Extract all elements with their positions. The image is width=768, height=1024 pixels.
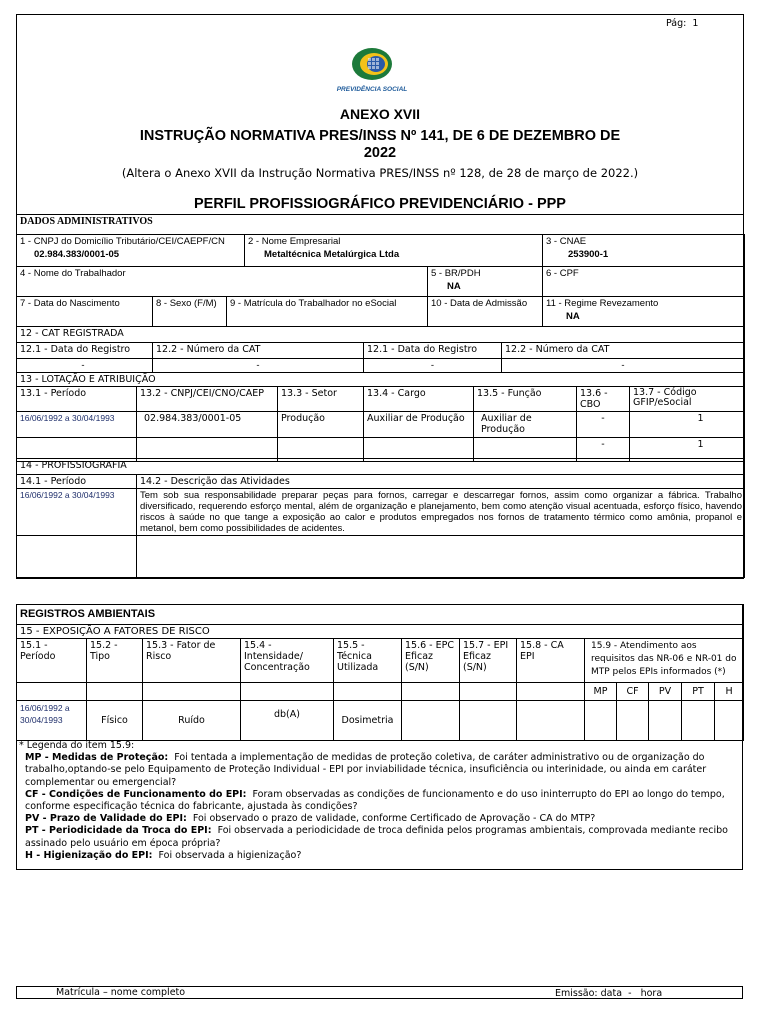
cat-number-header-2: 12.2 - Número da CAT: [502, 343, 745, 359]
admission-date-field: [428, 297, 543, 327]
exposure-sub-mp: MP: [585, 683, 617, 701]
page-label: Pág:: [666, 18, 687, 29]
legend-mp: [19, 752, 741, 789]
lotacao-header-period: 13.1 - Período: [17, 387, 137, 412]
exposure-sub-empty-2: [87, 683, 143, 701]
exposure-sub-empty-5: [334, 683, 402, 701]
exposure-ca-epi: [517, 701, 585, 741]
lotacao-cbo-2: -: [577, 438, 630, 462]
birth-date-label: 7 - Data do Nascimento: [20, 298, 120, 309]
cat-section: [16, 326, 745, 373]
profissiografia-header-description: 14.2 - Descrição das Atividades: [137, 475, 745, 489]
legend-pt-text: Foi observada a periodicidade de troca definida pelos programas ambientais, comprovada mediante recibo assinado pelo usuário em época própria?: [25, 825, 728, 849]
environmental-heading: REGISTROS AMBIENTAIS: [17, 605, 744, 625]
lotacao-position: Auxiliar de Produção: [364, 412, 474, 438]
profissiografia-empty-period: [17, 536, 137, 578]
previdencia-logo: [336, 44, 408, 96]
activity-description: Tem sob sua responsabilidade preparar peças para fornos, carregar e descarregar fornos, assim como organizar a fábrica. Trabalho diversificado, requerendo esforço mental, além de organização e planejamento, bem como atenção visual acentuada, esforço físico, havendo riscos à saúde no que tange a exposição ao calor e produtos empregados nos fornos de tratamento térmico como amônia, propanol e metanol, bem como possibilidades de acidentes.: [137, 489, 745, 536]
lotacao-header-cbo: 13.6 - CBO: [577, 387, 630, 412]
br-pdh-field: [428, 267, 543, 297]
exposure-sub-pt: PT: [682, 683, 715, 701]
lotacao-header-function: 13.5 - Função: [474, 387, 577, 412]
exposure-epi: [460, 701, 517, 741]
exposure-header-epc: 15.6 - EPC Eficaz (S/N): [402, 639, 460, 683]
legend-pv: [19, 813, 741, 825]
legend-pt: [19, 825, 741, 849]
lotacao-gfip-2: 1: [630, 438, 745, 462]
sex-field: [153, 297, 227, 327]
cat-date-header-2: 12.1 - Data do Registro: [364, 343, 502, 359]
company-name-label: 2 - Nome Empresarial: [248, 236, 341, 247]
esocial-registration-field: [227, 297, 428, 327]
lotacao-row: [17, 412, 745, 438]
exposure-header-nr: 15.9 - Atendimento aos requisitos das NR-06 e NR-01 do MTP pelos EPIs informados (*): [585, 639, 744, 683]
worker-name-label: 4 - Nome do Trabalhador: [20, 268, 126, 279]
legend-title: * Legenda do item 15.9:: [19, 740, 135, 751]
lotacao-cbo: -: [577, 412, 630, 438]
exposure-header-period: 15.1 - Período: [17, 639, 87, 683]
svg-text:PREVIDÊNCIA SOCIAL: PREVIDÊNCIA SOCIAL: [336, 86, 408, 93]
cat-date-value-1: -: [17, 359, 153, 373]
cat-date-value-2: -: [364, 359, 502, 373]
cnae-label: 3 - CNAE: [546, 236, 587, 247]
instruction-line-1: INSTRUÇÃO NORMATIVA PRES/INSS Nº 141, DE 6 DE DEZEMBRO DE: [139, 128, 621, 144]
amends-note: (Altera o Anexo XVII da Instrução Normativa PRES/INSS nº 128, de 28 de março de 2022.): [121, 166, 639, 180]
lotacao-header-sector: 13.3 - Setor: [278, 387, 364, 412]
lotacao-header-cnpj: 13.2 - CNPJ/CEI/CNO/CAEP: [137, 387, 278, 412]
legend: [19, 740, 741, 862]
cat-number-header-1: 12.2 - Número da CAT: [153, 343, 364, 359]
shift-regime-value: NA: [566, 311, 580, 322]
legend-pv-label: PV - Prazo de Validade do EPI:: [25, 813, 187, 825]
lotacao-header-gfip: 13.7 - Código GFIP/eSocial: [630, 387, 745, 412]
sex-label: 8 - Sexo (F/M): [156, 298, 217, 309]
legend-cf: [19, 789, 741, 813]
worker-name-field: [17, 267, 428, 297]
exposure-header-factor: 15.3 - Fator de Risco: [143, 639, 241, 683]
annex-title: ANEXO XVII: [339, 106, 421, 122]
exposure-intensity: db(A): [241, 701, 334, 741]
cat-heading: 12 - CAT REGISTRADA: [17, 327, 745, 343]
company-name-field: [245, 235, 543, 267]
admin-heading: DADOS ADMINISTRATIVOS: [17, 215, 744, 235]
lotacao-heading: 13 - LOTAÇÃO E ATRIBUIÇÃO: [17, 373, 745, 387]
exposure-sub-empty-6: [402, 683, 460, 701]
exposure-sub-h: H: [715, 683, 744, 701]
exposure-sub-pv: PV: [649, 683, 682, 701]
cat-number-value-1: -: [153, 359, 364, 373]
br-pdh-value: NA: [447, 281, 461, 292]
lotacao-header-position: 13.4 - Cargo: [364, 387, 474, 412]
form-title: PERFIL PROFISSIOGRÁFICO PREVIDENCIÁRIO - PPP: [194, 196, 566, 212]
legend-pv-text: Foi observado o prazo de validade, conforme Certificado de Aprovação - CA do MTP?: [192, 813, 596, 825]
exposure-h: [715, 701, 744, 741]
birth-date-field: [17, 297, 153, 327]
legend-cf-text: Foram observadas as condições de funcionamento e do uso ininterrupto do EPI ao longo do tempo, conforme especificação técnica do fabricante, ajustada às condições?: [25, 788, 725, 813]
footer-left: Matrícula – nome completo: [56, 987, 186, 998]
admin-row-1: [16, 234, 745, 267]
legend-h-text: Foi observada a higienização?: [158, 849, 302, 861]
profissiografia-heading: 14 - PROFISSIOGRAFIA: [17, 459, 745, 475]
cnpj-label: 1 - CNPJ do Domicílio Tributário/CEI/CAEPF/CN: [20, 236, 225, 247]
cat-number-value-2: -: [502, 359, 745, 373]
exposure-factor: Ruído: [143, 701, 241, 741]
exposure-sub-empty-8: [517, 683, 585, 701]
cnpj-value: 02.984.383/0001-05: [34, 249, 120, 260]
exposure-header-type: 15.2 - Tipo: [87, 639, 143, 683]
cnae-value: 253900-1: [568, 249, 609, 260]
exposure-header-technique: 15.5 - Técnica Utilizada: [334, 639, 402, 683]
shift-regime-field: [543, 297, 745, 327]
exposure-header-epi: 15.7 - EPI Eficaz (S/N): [460, 639, 517, 683]
cnpj-field: [17, 235, 245, 267]
br-pdh-label: 5 - BR/PDH: [431, 268, 481, 279]
cat-date-header-1: 12.1 - Data do Registro: [17, 343, 153, 359]
lotacao-section: [16, 372, 745, 462]
profissiografia-period: 16/06/1992 a 30/04/1993: [17, 489, 137, 536]
exposure-pt: [682, 701, 715, 741]
profissiografia-row: [17, 489, 745, 536]
legend-pt-label: PT - Periodicidade da Troca do EPI:: [25, 825, 212, 837]
exposure-row: [17, 701, 744, 741]
exposure-period: 16/06/1992 a 30/04/1993: [17, 701, 87, 741]
cpf-label: 6 - CPF: [546, 268, 579, 279]
profissiografia-header-period: 14.1 - Período: [17, 475, 137, 489]
company-name-value: Metaltécnica Metalúrgica Ltda: [264, 249, 400, 260]
admin-section: [16, 214, 744, 235]
exposure-sub-empty-4: [241, 683, 334, 701]
page-value: 1: [692, 18, 699, 29]
exposure-epc: [402, 701, 460, 741]
admin-row-3: [16, 296, 745, 327]
instruction-line-2: 2022: [363, 145, 397, 161]
lotacao-cnpj: 02.984.383/0001-05: [137, 412, 278, 438]
lotacao-function: Auxiliar de Produção: [474, 412, 577, 438]
profissiografia-empty-description: [137, 536, 745, 578]
exposure-pv: [649, 701, 682, 741]
exposure-type: Físico: [87, 701, 143, 741]
lotacao-period: 16/06/1992 a 30/04/1993: [17, 412, 137, 438]
lotacao-gfip: 1: [630, 412, 745, 438]
legend-h: [19, 850, 741, 862]
legend-mp-text: Foi tentada a implementação de medidas de proteção coletiva, de caráter administrativo ou de organização do trabalho,optando-se pelo Equipamento de Proteção Individual - EPI por inviabilidade técnica, insuficiência ou interinidade, ou ainda em caráter complementar ou emergencial?: [25, 752, 707, 788]
lotacao-sector: Produção: [278, 412, 364, 438]
exposure-sub-cf: CF: [617, 683, 649, 701]
legend-cf-label: CF - Condições de Funcionamento do EPI:: [25, 788, 247, 800]
exposure-sub-empty-7: [460, 683, 517, 701]
exposure-heading: 15 - EXPOSIÇÃO A FATORES DE RISCO: [17, 625, 744, 639]
esocial-registration-label: 9 - Matrícula do Trabalhador no eSocial: [230, 298, 397, 309]
instruction-title: [16, 128, 744, 162]
exposure-mp: [585, 701, 617, 741]
profissiografia-section: [16, 458, 745, 578]
exposure-sub-empty-1: [17, 683, 87, 701]
exposure-cf: [617, 701, 649, 741]
legend-mp-label: MP - Medidas de Proteção:: [25, 752, 169, 764]
legend-h-label: H - Higienização do EPI:: [25, 849, 153, 861]
exposure-sub-empty-3: [143, 683, 241, 701]
exposure-technique: Dosimetria: [334, 701, 402, 741]
shift-regime-label: 11 - Regime Revezamento: [546, 298, 659, 309]
environmental-section: [16, 604, 744, 741]
footer-right: Emissão: data - hora: [555, 988, 663, 999]
exposure-header-ca-epi: 15.8 - CA EPI: [517, 639, 585, 683]
cpf-field: [543, 267, 745, 297]
cnae-field: [543, 235, 745, 267]
admin-row-2: [16, 266, 745, 297]
admission-date-label: 10 - Data de Admissão: [431, 298, 528, 309]
exposure-header-intensity: 15.4 - Intensidade/ Concentração: [241, 639, 334, 683]
